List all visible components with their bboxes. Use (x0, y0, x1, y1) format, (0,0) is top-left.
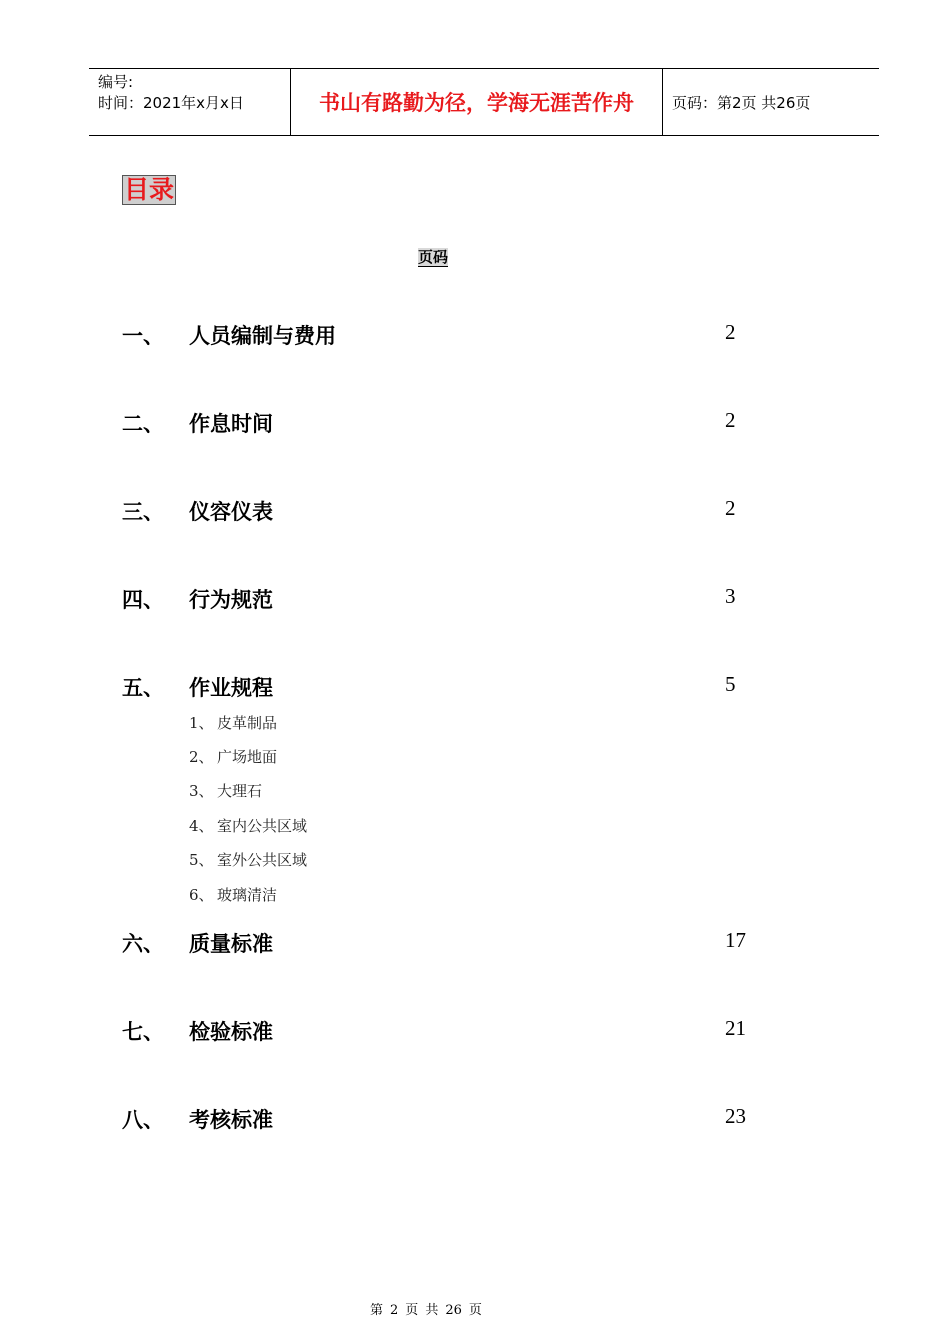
footer-ye: 页 (405, 1303, 419, 1318)
toc-entry-label: 行为规范 (189, 588, 273, 612)
toc-subitem-number: 2、 (189, 748, 214, 766)
toc-entry[interactable] (0, 928, 950, 958)
toc-entry-number: 五、 (122, 676, 164, 700)
toc-entry-page: 2 (725, 320, 736, 344)
toc-entry-label: 仪容仪表 (189, 500, 273, 524)
toc-entry[interactable] (0, 408, 950, 438)
toc-subitem-number: 5、 (189, 851, 214, 869)
toc-subitem-label: 大理石 (217, 782, 263, 800)
doc-number-label: 编号: (98, 73, 134, 91)
toc-entry-label: 作息时间 (189, 412, 273, 436)
header-motto: 书山有路勤为径，学海无涯苦作舟 (290, 69, 663, 135)
toc-subitem-label: 玻璃清洁 (217, 886, 278, 904)
toc-entry-page: 3 (725, 584, 736, 608)
toc-entry-number: 二、 (122, 412, 164, 436)
toc-entry-label: 人员编制与费用 (189, 324, 336, 348)
toc-entry[interactable] (0, 672, 950, 702)
page-column-label: 页码 (418, 248, 449, 266)
toc-title: 目录 (124, 175, 175, 204)
toc-entry-number: 三、 (122, 500, 164, 524)
footer-ye2: 页 (468, 1303, 482, 1318)
footer-di: 第 (370, 1303, 384, 1318)
toc-entry-label: 质量标准 (189, 932, 273, 956)
footer-page-number: 2 (390, 1303, 399, 1318)
toc-entry-number: 七、 (122, 1020, 164, 1044)
toc-entry-label: 考核标准 (189, 1108, 273, 1132)
toc-subitem[interactable] (189, 815, 307, 836)
toc-subitem[interactable] (189, 849, 307, 870)
toc-subitem[interactable] (189, 884, 277, 905)
toc-subitem-label: 皮革制品 (217, 714, 278, 732)
toc-entry[interactable] (0, 320, 950, 350)
toc-entry[interactable] (0, 1016, 950, 1046)
toc-subitem[interactable] (189, 780, 262, 801)
toc-entry-page: 23 (725, 1104, 746, 1128)
toc-entry-number: 六、 (122, 932, 164, 956)
toc-entry-number: 一、 (122, 324, 164, 348)
toc-entry[interactable] (0, 1104, 950, 1134)
toc-entry-page: 17 (725, 928, 746, 952)
toc-entry-page: 2 (725, 496, 736, 520)
toc-subitem-number: 1、 (189, 714, 214, 732)
header-meta (89, 69, 290, 135)
toc-subitem-label: 广场地面 (217, 748, 278, 766)
toc-subitem-number: 6、 (189, 886, 214, 904)
toc-entry-page: 2 (725, 408, 736, 432)
toc-entry-number: 八、 (122, 1108, 164, 1132)
toc-entry[interactable] (0, 584, 950, 614)
toc-subitem-number: 4、 (189, 817, 214, 835)
doc-time-label: 时间：2021年x月x日 (98, 94, 244, 112)
toc-entry-page: 5 (725, 672, 736, 696)
toc-subitem-number: 3、 (189, 782, 214, 800)
footer-total-pages: 26 (445, 1303, 462, 1318)
document-header (89, 68, 879, 136)
toc-subitem[interactable] (189, 712, 277, 733)
page-footer (0, 1299, 950, 1318)
footer-gong: 共 (425, 1303, 439, 1318)
toc-subitem[interactable] (189, 746, 277, 767)
header-page-info: 页码：第2页 共26页 (672, 93, 811, 112)
toc-entry[interactable] (0, 496, 950, 526)
toc-entry-label: 检验标准 (189, 1020, 273, 1044)
toc-subitem-label: 室内公共区域 (217, 817, 308, 835)
toc-entry-page: 21 (725, 1016, 746, 1040)
toc-entry-label: 作业规程 (189, 676, 273, 700)
toc-subitem-label: 室外公共区域 (217, 851, 308, 869)
toc-entry-number: 四、 (122, 588, 164, 612)
